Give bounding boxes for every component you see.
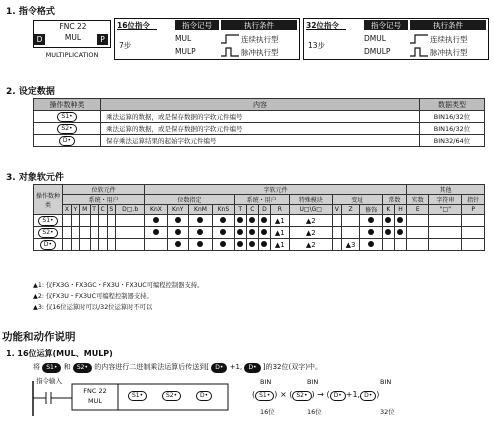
bin-label: BIN (307, 378, 319, 386)
supported-dot-icon (261, 217, 267, 223)
device-column-header: T (234, 205, 246, 215)
ladder-fnc: FNC 22 (83, 387, 107, 395)
device-cell (188, 215, 212, 227)
device-cell (462, 239, 485, 251)
device-cell (429, 227, 462, 239)
device-column-header: KnX (145, 205, 167, 215)
device-column-header: X (63, 205, 72, 215)
ladder-mnemonic: MUL (88, 397, 102, 405)
supported-dot-icon (249, 229, 255, 235)
device-cell (71, 227, 79, 239)
note-1: ▲1: 仅FX3G・FX3GC・FX3U・FX3UC可编程控制器支持。 (33, 282, 204, 289)
device-cell (107, 215, 115, 227)
supported-dot-icon (153, 229, 159, 235)
desc-text: 将 (33, 363, 40, 371)
device-cell (115, 227, 144, 239)
supported-dot-icon (197, 229, 203, 235)
exec32-code-1: DMUL (364, 34, 386, 43)
table-row (34, 215, 485, 227)
device-cell (90, 215, 98, 227)
settings-header: 内容 (101, 99, 420, 111)
device-cell (246, 215, 258, 227)
ladder-diagram (32, 378, 232, 418)
exec32-code-header: 指令记号 (364, 20, 408, 30)
operand-device-table (33, 184, 485, 251)
device-cell (107, 227, 115, 239)
bin-label: BIN (260, 378, 272, 386)
device-cell (429, 239, 462, 251)
section-title-devices: 3. 对象软元件 (6, 173, 64, 183)
device-cell (429, 215, 462, 227)
supported-dot-icon (249, 241, 255, 247)
settings-type: BIN16/32位 (420, 123, 485, 135)
device-cell (145, 227, 167, 239)
device-cell (167, 227, 188, 239)
device-cell (79, 215, 90, 227)
operand-s2-badge: S2• (292, 391, 311, 401)
subgroup: 系统・用户 (63, 195, 145, 205)
table-row (34, 239, 485, 251)
supported-dot-icon (237, 241, 243, 247)
times-sign: × (279, 390, 287, 399)
fnc-number: FNC 22 (59, 22, 87, 31)
op16-title: 1. 16位运算(MUL、MULP) (6, 349, 113, 358)
device-column-header: 修饰 (360, 205, 382, 215)
operand-d-badge: D• (244, 363, 260, 373)
exec16-cond-2: 脉冲执行型 (241, 48, 279, 57)
operand-s1-badge: S1• (255, 391, 274, 401)
device-cell (167, 239, 188, 251)
device-cell (234, 239, 246, 251)
operand-d-badge: D• (196, 391, 212, 401)
section-title-format: 1. 指令格式 (6, 7, 55, 17)
bin-label: BIN (380, 378, 392, 386)
supported-dot-icon (368, 229, 374, 235)
operand-d-badge: D• (360, 391, 376, 401)
device-cell (258, 239, 270, 251)
settings-content: 乘法运算的数据，或是保存数据的字软元件编号 (101, 111, 420, 123)
exec16-cond-1: 连续执行型 (241, 35, 279, 44)
device-cell (382, 215, 394, 227)
operand-s1-badge: S1• (128, 391, 147, 401)
supported-dot-icon (153, 217, 159, 223)
device-cell: ▲1 (270, 227, 289, 239)
device-column-header: KnY (167, 205, 188, 215)
supported-dot-icon (175, 229, 181, 235)
operand-d-badge: D• (211, 363, 227, 373)
device-cell (167, 215, 188, 227)
exec-32bit-box (303, 18, 489, 60)
settings-table (33, 98, 485, 147)
device-cell: ▲2 (289, 227, 332, 239)
desc-text: 的内容进行二进制乘法运算后传送到[ (94, 363, 210, 371)
exec16-code-2: MULP (175, 47, 196, 56)
device-column-header: Y (71, 205, 79, 215)
device-cell (382, 239, 394, 251)
device-cell: ▲1 (270, 239, 289, 251)
subgroup: 实数 (407, 195, 429, 205)
device-cell (145, 239, 167, 251)
bits-label: 32位 (380, 408, 395, 416)
supported-dot-icon (385, 217, 391, 223)
op16-description (33, 362, 322, 373)
device-cell (98, 227, 107, 239)
device-cell (98, 215, 107, 227)
device-cell (462, 215, 485, 227)
subgroup: 变址 (332, 195, 382, 205)
supported-dot-icon (368, 241, 374, 247)
operand-s1-badge: S1• (42, 363, 61, 373)
plus-one: +1, (345, 390, 361, 399)
device-cell (360, 239, 382, 251)
bits-label: 16位 (307, 408, 322, 416)
supported-dot-icon (220, 229, 226, 235)
exec16-cond-header: 执行条件 (221, 20, 297, 30)
device-column-header: D (258, 205, 270, 215)
arrow-icon: → (317, 390, 324, 399)
exec32-code-2: DMULP (364, 47, 391, 56)
device-cell (234, 227, 246, 239)
exec32-cond-header: 执行条件 (410, 20, 486, 30)
device-cell (360, 227, 382, 239)
section-title-settings: 2. 设定数据 (6, 87, 55, 97)
table-row (34, 227, 485, 239)
device-cell (98, 239, 107, 251)
device-cell (258, 215, 270, 227)
device-cell: ▲3 (341, 239, 360, 251)
device-column-header: S (107, 205, 115, 215)
device-cell (246, 227, 258, 239)
subgroup: 系统・用户 (234, 195, 289, 205)
device-cell (407, 227, 429, 239)
device-cell (115, 239, 144, 251)
supported-dot-icon (220, 241, 226, 247)
device-cell (213, 215, 235, 227)
device-cell (407, 215, 429, 227)
device-cell (332, 227, 341, 239)
device-cell (213, 227, 235, 239)
device-cell: ▲2 (289, 239, 332, 251)
operand-s2-badge: S2• (38, 228, 57, 238)
operand-s1-badge: S1• (57, 112, 76, 122)
device-column-header: C (246, 205, 258, 215)
operand-s2-badge: S2• (73, 363, 92, 373)
supported-dot-icon (385, 229, 391, 235)
device-cell (234, 215, 246, 227)
device-column-header: C (98, 205, 107, 215)
settings-content: 保存乘法运算结果的起始字软元件编号 (101, 135, 420, 147)
instruction-caption: MULTIPLICATION (45, 51, 99, 59)
device-column-header: D□.b (115, 205, 144, 215)
desc-text: +1, (229, 363, 243, 371)
settings-header: 数据类型 (420, 99, 485, 111)
device-column-header: H (394, 205, 406, 215)
device-cell (115, 215, 144, 227)
subgroup: 常数 (382, 195, 406, 205)
exec32-header: 32位指令 (306, 20, 346, 30)
ladder-input-label: 指令输入 (36, 377, 62, 385)
device-column-header: Z (341, 205, 360, 215)
device-cell (188, 227, 212, 239)
table-row (34, 123, 485, 135)
device-cell (341, 227, 360, 239)
formula (252, 378, 432, 420)
pulse-signal-icon (410, 46, 428, 57)
supported-dot-icon (397, 217, 403, 223)
device-cell (394, 227, 406, 239)
pulse-signal-icon (221, 46, 239, 57)
supported-dot-icon (261, 229, 267, 235)
device-cell (188, 239, 212, 251)
exec32-cond-1: 连续执行型 (430, 35, 468, 44)
device-cell (332, 215, 341, 227)
device-column-header: P (462, 205, 485, 215)
device-column-header: K (382, 205, 394, 215)
mnemonic: MUL (64, 33, 82, 42)
settings-header: 操作数种类 (34, 99, 101, 111)
supported-dot-icon (261, 241, 267, 247)
device-cell (79, 227, 90, 239)
exec-16bit-box (114, 18, 300, 60)
settings-type: BIN16/32位 (420, 111, 485, 123)
supported-dot-icon (175, 241, 181, 247)
device-cell: ▲1 (270, 215, 289, 227)
device-cell (341, 215, 360, 227)
device-cell (145, 215, 167, 227)
device-cell (332, 239, 341, 251)
device-cell (107, 239, 115, 251)
settings-content: 乘法运算的数据，或是保存数据的字软元件编号 (101, 123, 420, 135)
device-cell (63, 227, 72, 239)
group-bit: 位软元件 (63, 185, 145, 195)
subgroup: 位数指定 (145, 195, 234, 205)
note-2: ▲2: 仅FX3U・FX3UC可编程控制器支持。 (33, 293, 153, 300)
device-cell (213, 239, 235, 251)
supported-dot-icon (197, 217, 203, 223)
device-cell (90, 239, 98, 251)
exec32-cond-2: 脉冲执行型 (430, 48, 468, 57)
device-cell (407, 239, 429, 251)
operand-corner: 操作数种类 (34, 185, 63, 215)
instruction-block (33, 20, 111, 61)
supported-dot-icon (249, 217, 255, 223)
desc-text: ]的32位(双字)中。 (262, 363, 322, 371)
device-column-header: KnS (213, 205, 235, 215)
device-cell (258, 227, 270, 239)
device-cell (394, 239, 406, 251)
exec16-header: 16位指令 (117, 20, 157, 30)
operand-s2-badge: S2• (57, 124, 76, 134)
device-cell (71, 239, 79, 251)
exec32-steps: 13步 (308, 41, 326, 50)
operand-s2-badge: S2• (162, 391, 181, 401)
group-word: 字软元件 (145, 185, 407, 195)
device-cell (382, 227, 394, 239)
formula-expression: ( S1• ) × ( S2• ) → ( D• +1, D• ) (252, 390, 380, 399)
desc-text: 和 (63, 363, 71, 371)
device-column-header: U□\G□ (289, 205, 332, 215)
device-cell (79, 239, 90, 251)
supported-dot-icon (175, 217, 181, 223)
group-other: 其他 (407, 185, 485, 195)
device-column-header: M (79, 205, 90, 215)
continuous-signal-icon (221, 33, 239, 44)
device-column-header: "□" (429, 205, 462, 215)
device-cell (63, 239, 72, 251)
d-prefix: D (34, 34, 45, 45)
device-column-header: KnM (188, 205, 212, 215)
operand-d-badge: D• (59, 136, 75, 146)
device-cell (360, 215, 382, 227)
continuous-signal-icon (410, 33, 428, 44)
settings-type: BIN32/64位 (420, 135, 485, 147)
device-column-header: E (407, 205, 429, 215)
subgroup: 字符串 (429, 195, 462, 205)
p-suffix: P (97, 34, 108, 45)
supported-dot-icon (237, 217, 243, 223)
table-row (34, 135, 485, 147)
supported-dot-icon (197, 241, 203, 247)
device-cell (63, 215, 72, 227)
operand-s1-badge: S1• (38, 216, 57, 226)
exec16-steps: 7步 (119, 41, 132, 50)
exec16-code-1: MUL (175, 34, 192, 43)
device-column-header: T (90, 205, 98, 215)
supported-dot-icon (368, 217, 374, 223)
operand-d-badge: D• (330, 391, 346, 401)
subgroup: 指针 (462, 195, 485, 205)
device-column-header: R (270, 205, 289, 215)
bits-label: 16位 (260, 408, 275, 416)
operand-d-badge: D• (40, 240, 56, 250)
table-row (34, 111, 485, 123)
device-column-header: V (332, 205, 341, 215)
device-cell (71, 215, 79, 227)
section-title-function: 功能和动作说明 (2, 331, 76, 343)
device-cell: ▲2 (289, 215, 332, 227)
supported-dot-icon (220, 217, 226, 223)
supported-dot-icon (397, 229, 403, 235)
subgroup: 特殊模块 (289, 195, 332, 205)
device-cell (462, 227, 485, 239)
exec16-code-header: 指令记号 (175, 20, 219, 30)
note-3: ▲3: 仅16位运算时可以/32位运算时不可以 (33, 304, 153, 311)
device-cell (394, 215, 406, 227)
device-cell (90, 227, 98, 239)
supported-dot-icon (237, 229, 243, 235)
device-cell (246, 239, 258, 251)
